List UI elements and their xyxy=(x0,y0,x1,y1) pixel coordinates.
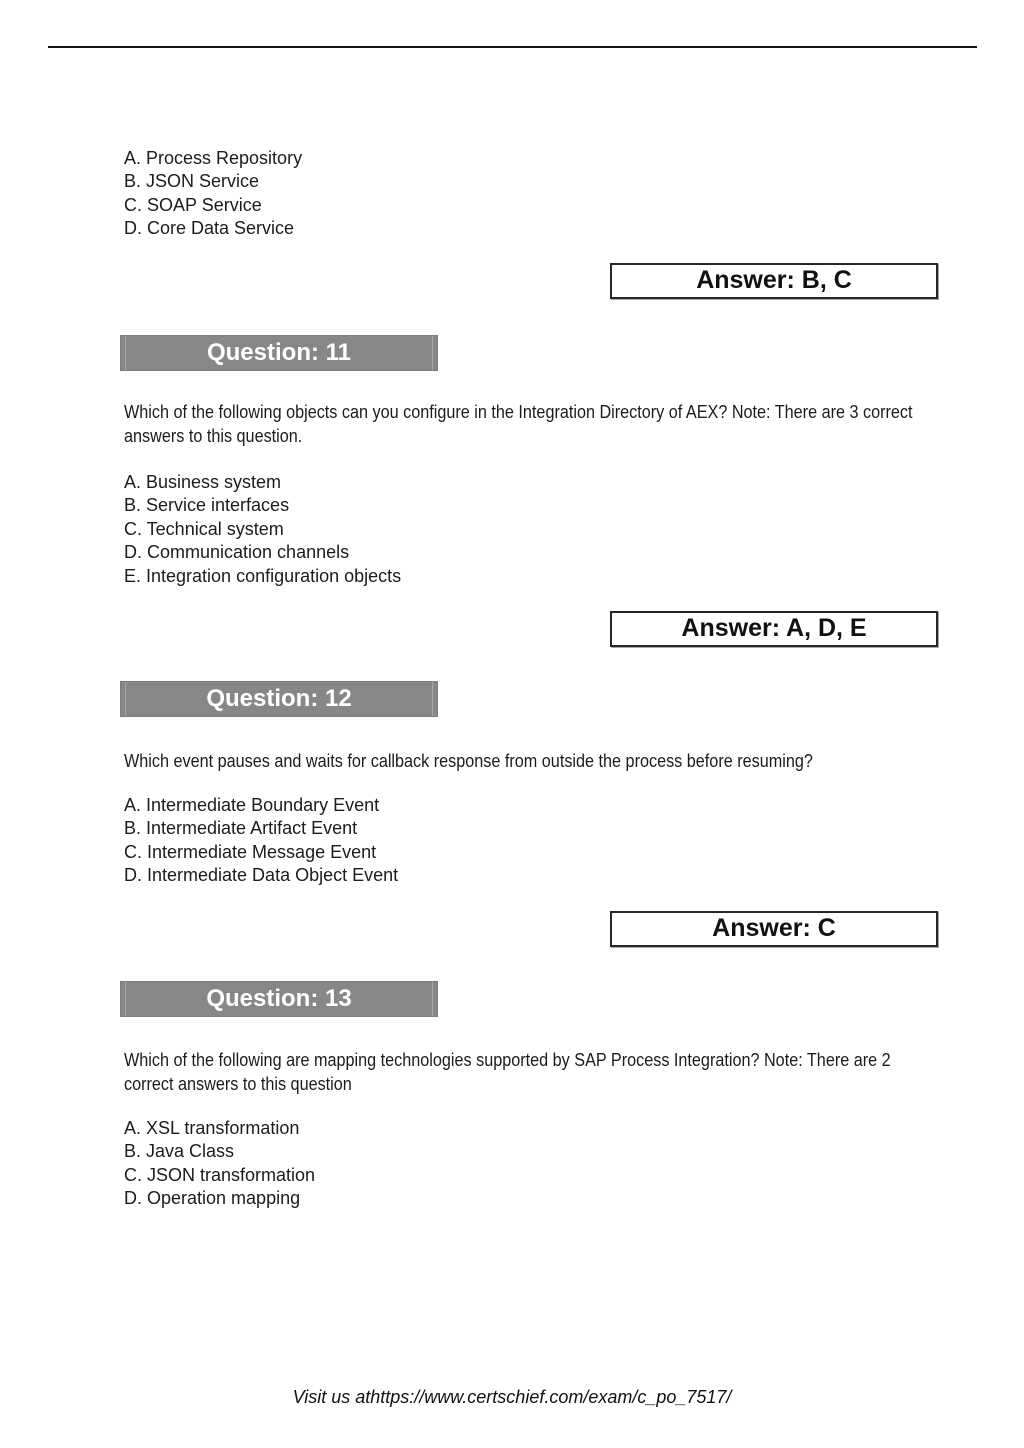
option-line: D. Operation mapping xyxy=(124,1188,301,1209)
option-line: C. SOAP Service xyxy=(124,194,262,215)
answer-box: Answer: B, C xyxy=(610,263,938,299)
option-line: D. Communication channels xyxy=(124,542,350,563)
question-options xyxy=(124,794,398,888)
footer-url: Visit us athttps://www.certschief.com/exam/c_po_7517/ xyxy=(292,1387,732,1407)
option-line: B. Service interfaces xyxy=(124,495,290,516)
option-line: A. Process Repository xyxy=(124,148,303,168)
option-line: D. Core Data Service xyxy=(124,218,295,239)
option-line: C. Technical system xyxy=(124,518,284,539)
option-line: C. Intermediate Message Event xyxy=(124,841,377,862)
option-line: A. XSL transformation xyxy=(124,1118,300,1138)
option-line: E. Integration configuration objects xyxy=(124,565,402,586)
option-line: B. JSON Service xyxy=(124,171,260,192)
question-text: Which of the following objects can you configure in the Integration Directory of AEX? Note: There are 3 correct answers to this question. xyxy=(124,402,913,446)
answer-box: Answer: A, D, E xyxy=(610,611,938,647)
question-options xyxy=(124,471,401,588)
option-line: B. Java Class xyxy=(124,1141,235,1162)
option-line: C. JSON transformation xyxy=(124,1164,316,1185)
previous-question-options xyxy=(124,147,302,241)
option-line: A. Business system xyxy=(124,472,282,492)
question-header: Question: 11 xyxy=(120,335,438,371)
question-text: Which event pauses and waits for callback response from outside the process before resuming? xyxy=(124,751,813,771)
option-line: D. Intermediate Data Object Event xyxy=(124,865,399,886)
option-line: A. Intermediate Boundary Event xyxy=(124,795,380,815)
question-header: Question: 12 xyxy=(120,681,438,717)
answer-box: Answer: C xyxy=(610,911,938,947)
option-line: B. Intermediate Artifact Event xyxy=(124,818,358,839)
page-top-rule xyxy=(48,46,977,48)
question-header: Question: 13 xyxy=(120,981,438,1017)
question-text: Which of the following are mapping technologies supported by SAP Process Integration? Note: There are 2 correct answers to this question xyxy=(124,1050,891,1094)
question-options xyxy=(124,1117,315,1211)
